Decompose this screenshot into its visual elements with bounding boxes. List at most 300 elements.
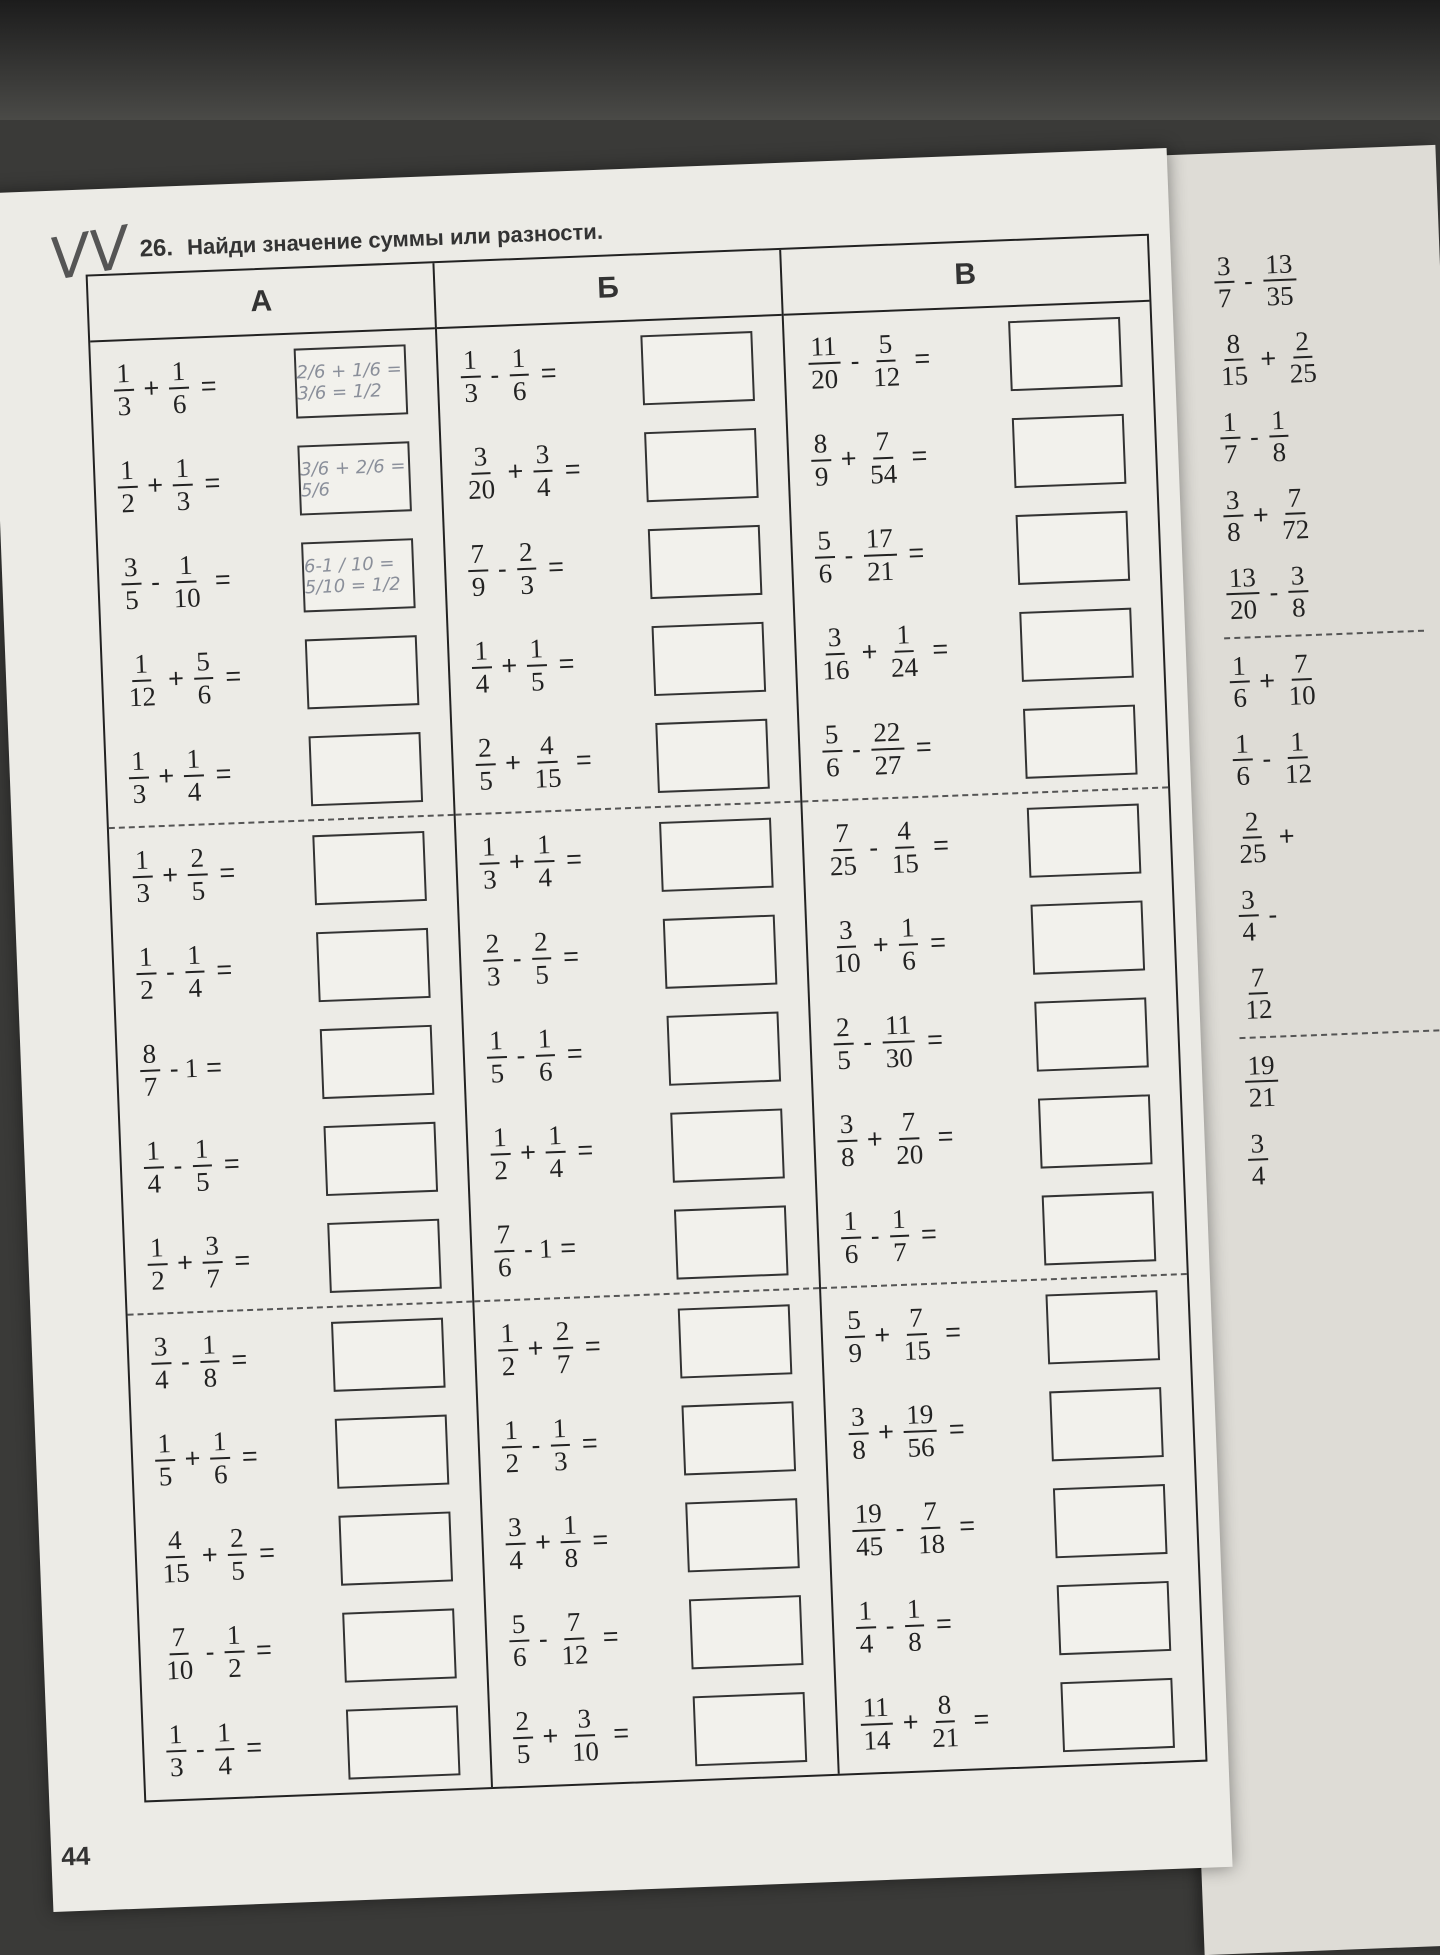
denominator: 25 xyxy=(1238,837,1267,869)
fraction-expression xyxy=(1218,482,1317,546)
equals-sign: = xyxy=(230,1344,248,1375)
numerator: 1 xyxy=(165,1720,186,1752)
answer-box[interactable] xyxy=(681,1401,796,1475)
numerator: 7 xyxy=(906,1303,927,1335)
exercise-row xyxy=(795,593,1164,704)
answer-box[interactable] xyxy=(1060,1677,1175,1751)
numerator: 3 xyxy=(150,1332,171,1364)
equals-sign: = xyxy=(559,1232,577,1264)
fraction xyxy=(903,1400,938,1462)
exercise-row xyxy=(825,1372,1194,1483)
numerator: 1 xyxy=(471,636,492,668)
fraction-expression xyxy=(508,1703,630,1768)
exercise-row xyxy=(135,1496,483,1606)
answer-box[interactable] xyxy=(693,1692,808,1766)
equals-sign: = xyxy=(223,1148,241,1179)
numerator: 3 xyxy=(202,1231,223,1263)
denominator: 5 xyxy=(836,1044,852,1075)
fraction xyxy=(531,927,553,988)
denominator: 8 xyxy=(1271,436,1287,468)
operator: + xyxy=(902,1706,920,1738)
denominator: 18 xyxy=(917,1528,946,1560)
numerator: 2 xyxy=(226,1523,247,1555)
numerator: 3 xyxy=(1213,251,1234,283)
numerator: 4 xyxy=(164,1526,185,1558)
answer-box[interactable] xyxy=(648,524,763,598)
exercise-row xyxy=(94,426,442,536)
denominator: 25 xyxy=(1289,357,1318,389)
denominator: 5 xyxy=(516,1738,531,1769)
answer-box[interactable] xyxy=(1038,1094,1153,1168)
answer-box[interactable] xyxy=(1023,704,1138,778)
numerator: 3 xyxy=(574,1704,595,1736)
denominator: 9 xyxy=(814,460,829,492)
denominator: 20 xyxy=(810,363,839,395)
numerator: 11 xyxy=(807,332,840,365)
page-number: 44 xyxy=(60,1840,91,1872)
answer-box[interactable]: 2/6 + 1/6 = 3/6 = 1/2 xyxy=(294,344,409,418)
answer-box[interactable] xyxy=(320,1024,435,1098)
exercise-row xyxy=(832,1566,1201,1677)
exercise-row xyxy=(131,1399,479,1509)
answer-box[interactable] xyxy=(674,1205,789,1279)
denominator: 9 xyxy=(471,570,486,602)
numerator: 1 xyxy=(526,634,547,666)
answer-box[interactable] xyxy=(1034,997,1149,1071)
fraction xyxy=(1238,885,1260,946)
fraction-expression xyxy=(500,1510,609,1575)
fraction xyxy=(526,634,548,695)
denominator: 6 xyxy=(1232,682,1248,714)
equals-sign: = xyxy=(562,941,580,972)
denominator: 30 xyxy=(885,1041,914,1073)
numerator: 7 xyxy=(1247,963,1268,995)
numerator: 1 xyxy=(168,357,189,389)
equals-sign: = xyxy=(566,1038,584,1069)
denominator: 20 xyxy=(895,1138,924,1170)
fraction-expression xyxy=(471,730,593,795)
answer-box[interactable]: 6-1 / 10 = 5/10 = 1/2 xyxy=(301,538,416,612)
denominator: 2 xyxy=(150,1264,166,1296)
numerator: 7 xyxy=(920,1497,941,1529)
fraction-expression xyxy=(486,1120,595,1185)
denominator: 10 xyxy=(1288,679,1317,711)
operator: + xyxy=(142,372,160,404)
operator: - xyxy=(180,1346,191,1377)
operator: - xyxy=(862,1026,873,1058)
fraction xyxy=(501,1416,523,1477)
operator: + xyxy=(1252,499,1270,530)
answer-box[interactable] xyxy=(1057,1580,1172,1654)
fraction xyxy=(1216,329,1251,391)
numerator: 1 xyxy=(184,941,205,973)
operator: + xyxy=(534,1526,552,1558)
numerator: 3 xyxy=(532,440,553,472)
fraction-expression xyxy=(124,744,233,809)
exercise-row xyxy=(791,496,1160,607)
answer-box[interactable]: 3/6 + 2/6 = 5/6 xyxy=(297,441,412,515)
fraction xyxy=(870,718,905,780)
fraction-expression xyxy=(836,1204,938,1268)
numerator: 7 xyxy=(832,819,853,851)
workbook-page xyxy=(0,148,1233,1912)
operator: + xyxy=(506,455,524,487)
fraction xyxy=(1287,561,1309,622)
fraction-expression xyxy=(146,1329,248,1393)
fraction-expression xyxy=(1212,326,1324,391)
equals-sign: = xyxy=(907,537,925,569)
equals-sign: = xyxy=(200,370,218,402)
answer-box[interactable] xyxy=(1030,900,1145,974)
answer-box[interactable] xyxy=(685,1498,800,1572)
fraction xyxy=(202,1231,224,1292)
answer-box[interactable] xyxy=(666,1011,781,1085)
fraction xyxy=(475,733,497,794)
numerator: 2 xyxy=(516,538,537,570)
operator: - xyxy=(169,1053,180,1084)
equals-sign: = xyxy=(944,1316,962,1348)
answer-box[interactable] xyxy=(1045,1290,1160,1364)
answer-box[interactable] xyxy=(316,927,431,1001)
operator: + xyxy=(877,1416,895,1447)
exercise-row xyxy=(143,1690,491,1800)
denominator: 10 xyxy=(571,1735,600,1767)
fraction xyxy=(927,1690,962,1752)
fraction-expression xyxy=(482,1023,584,1087)
fraction xyxy=(848,1403,870,1464)
fraction xyxy=(1232,729,1254,790)
answer-box[interactable] xyxy=(327,1218,442,1292)
equals-sign: = xyxy=(972,1703,990,1735)
fraction-expression xyxy=(847,1496,976,1562)
fraction xyxy=(881,1010,916,1072)
answer-box[interactable] xyxy=(335,1414,450,1488)
numerator: 1 xyxy=(840,1207,861,1239)
denominator: 2 xyxy=(139,974,155,1005)
fraction xyxy=(493,1220,515,1281)
operator: - xyxy=(530,1429,541,1461)
answer-box[interactable] xyxy=(670,1108,785,1182)
denominator: 6 xyxy=(818,557,833,589)
fraction-expression xyxy=(1243,1129,1273,1191)
fraction-expression xyxy=(463,537,565,601)
fraction-expression xyxy=(840,1302,962,1367)
fraction xyxy=(497,1319,519,1380)
exercise-row xyxy=(113,913,461,1023)
fraction xyxy=(899,1303,934,1365)
denominator: 6 xyxy=(213,1458,229,1490)
denominator: 3 xyxy=(131,778,147,809)
numerator: 7 xyxy=(872,427,893,459)
denominator: 3 xyxy=(553,1445,569,1476)
fraction-expression xyxy=(459,439,581,504)
exercise-row xyxy=(821,1275,1190,1386)
numerator: 1 xyxy=(486,1026,507,1058)
fraction xyxy=(557,1607,592,1669)
fraction xyxy=(1285,326,1320,388)
denominator: 5 xyxy=(191,874,206,906)
denominator: 5 xyxy=(530,665,545,697)
numerator: 2 xyxy=(1241,807,1262,839)
fraction xyxy=(146,1233,168,1294)
operator: + xyxy=(873,1319,891,1351)
answer-box[interactable] xyxy=(331,1317,446,1391)
equals-sign: = xyxy=(931,633,949,665)
operator: + xyxy=(872,929,890,960)
numerator: 3 xyxy=(120,553,141,585)
fraction xyxy=(135,943,157,1004)
operator: + xyxy=(500,650,518,681)
right-page-row xyxy=(1209,236,1412,322)
numerator: 17 xyxy=(862,524,896,557)
denominator: 7 xyxy=(1223,438,1239,470)
task-number: 26. xyxy=(139,234,174,263)
exercise-group xyxy=(109,814,472,1314)
whole-number: 1 xyxy=(538,1233,553,1264)
numerator: 1 xyxy=(131,650,152,682)
fraction-expression xyxy=(120,646,242,711)
fraction xyxy=(214,1718,236,1779)
exercise-row xyxy=(489,1677,837,1787)
denominator: 45 xyxy=(855,1530,884,1562)
operator: + xyxy=(201,1539,219,1571)
numerator: 2 xyxy=(482,929,503,961)
exercise-row xyxy=(98,523,446,633)
answer-box[interactable] xyxy=(1019,607,1134,681)
column-header: В xyxy=(781,236,1149,316)
operator: + xyxy=(1258,664,1276,696)
operator: - xyxy=(851,734,862,765)
fraction xyxy=(209,1427,231,1488)
numerator: 1 xyxy=(497,1319,518,1351)
denominator: 5 xyxy=(195,1165,211,1197)
numerator: 8 xyxy=(934,1690,955,1722)
equals-sign: = xyxy=(937,1120,954,1152)
numerator: 3 xyxy=(836,1110,857,1142)
equals-sign: = xyxy=(258,1537,276,1568)
denominator: 12 xyxy=(1284,758,1313,790)
fraction-expression xyxy=(806,426,928,491)
fraction xyxy=(154,1429,176,1490)
equals-sign: = xyxy=(913,343,931,374)
numerator: 1 xyxy=(199,1330,220,1362)
denominator: 6 xyxy=(844,1238,859,1269)
answer-box[interactable] xyxy=(1053,1484,1168,1558)
fraction-expression xyxy=(851,1593,953,1657)
exercise-row xyxy=(474,1289,822,1399)
answer-box[interactable] xyxy=(305,635,420,709)
answer-box[interactable] xyxy=(346,1705,461,1779)
fraction xyxy=(165,1720,187,1781)
fraction xyxy=(1222,485,1244,546)
numerator: 2 xyxy=(833,1013,854,1045)
answer-box[interactable] xyxy=(323,1121,438,1195)
exercise-row xyxy=(128,1302,476,1412)
operator: - xyxy=(849,345,861,377)
numerator: 1 xyxy=(154,1429,175,1461)
fraction xyxy=(191,1135,213,1196)
exercise-row xyxy=(802,788,1171,899)
numerator: 3 xyxy=(1222,485,1243,517)
denominator: 4 xyxy=(1241,916,1257,947)
fraction xyxy=(821,720,843,781)
numerator: 7 xyxy=(493,1220,514,1252)
numerator: 8 xyxy=(810,429,831,461)
denominator: 6 xyxy=(497,1251,513,1282)
exercise-row xyxy=(116,1010,464,1120)
equals-sign: = xyxy=(581,1427,599,1459)
answer-box[interactable] xyxy=(689,1595,804,1669)
exercise-row xyxy=(139,1593,487,1703)
fraction-expression xyxy=(478,926,580,990)
answer-box[interactable] xyxy=(1016,510,1131,584)
fraction xyxy=(508,344,530,405)
numerator: 8 xyxy=(139,1039,160,1071)
fraction xyxy=(549,1414,571,1475)
exercise-row xyxy=(486,1580,834,1690)
answer-box[interactable] xyxy=(644,427,759,501)
exercise-group xyxy=(784,302,1168,801)
answer-box[interactable] xyxy=(312,830,427,904)
numerator: 8 xyxy=(1223,329,1244,361)
answer-box[interactable] xyxy=(1012,413,1127,487)
answer-box[interactable] xyxy=(678,1304,793,1378)
fraction-expression xyxy=(802,328,931,394)
denominator: 15 xyxy=(161,1557,191,1589)
answer-box[interactable] xyxy=(663,914,778,988)
fraction xyxy=(1219,407,1241,468)
fraction-expression xyxy=(116,549,232,614)
fraction-expression xyxy=(855,1689,991,1755)
fraction xyxy=(844,1306,866,1367)
numerator: 3 xyxy=(836,916,857,948)
answer-box[interactable] xyxy=(1049,1387,1164,1461)
denominator: 4 xyxy=(536,471,551,502)
denominator: 8 xyxy=(563,1542,579,1573)
operator: + xyxy=(861,636,879,668)
denominator: 6 xyxy=(197,678,212,710)
equals-sign: = xyxy=(935,1608,953,1639)
operator: + xyxy=(176,1247,194,1278)
denominator: 3 xyxy=(519,569,535,600)
operator: + xyxy=(840,443,858,474)
equals-sign: = xyxy=(205,1051,223,1083)
denominator: 4 xyxy=(154,1363,170,1395)
fraction-expression xyxy=(142,1230,251,1295)
numerator: 19 xyxy=(903,1400,937,1433)
exercise-group xyxy=(474,1287,837,1787)
denominator: 24 xyxy=(890,651,919,683)
operator: - xyxy=(1243,265,1254,296)
equals-sign: = xyxy=(233,1244,251,1276)
numerator: 1 xyxy=(903,1595,924,1627)
denominator: 8 xyxy=(202,1361,218,1393)
exercise-row xyxy=(105,717,453,827)
denominator: 4 xyxy=(146,1167,162,1199)
answer-box[interactable] xyxy=(640,331,755,405)
exercise-group xyxy=(437,316,800,814)
exercise-row xyxy=(817,1176,1186,1287)
answer-box[interactable] xyxy=(1042,1191,1157,1265)
answer-box[interactable] xyxy=(659,817,774,891)
operator: - xyxy=(1261,743,1272,774)
numerator: 1 xyxy=(183,745,204,777)
denominator: 2 xyxy=(227,1652,243,1683)
column-b xyxy=(434,250,839,1787)
exercise-row xyxy=(437,316,785,426)
answer-box[interactable] xyxy=(655,718,770,792)
exercise-row xyxy=(471,1190,819,1300)
fraction-expression xyxy=(821,815,950,881)
denominator: 15 xyxy=(533,762,563,794)
answer-box[interactable] xyxy=(1008,316,1123,390)
fraction xyxy=(1213,251,1235,312)
denominator: 4 xyxy=(475,667,490,699)
denominator: 8 xyxy=(1226,516,1242,548)
fraction xyxy=(913,1497,948,1559)
answer-box[interactable] xyxy=(338,1511,453,1585)
exercise-row xyxy=(829,1469,1198,1580)
fraction xyxy=(814,526,836,587)
numerator: 3 xyxy=(1287,561,1308,593)
numerator: 7 xyxy=(168,1623,189,1655)
fraction xyxy=(1241,962,1276,1024)
denominator: 3 xyxy=(117,390,132,421)
denominator: 20 xyxy=(1229,594,1258,626)
fraction-expression xyxy=(844,1399,966,1464)
fraction-expression xyxy=(474,829,583,894)
denominator: 4 xyxy=(859,1627,874,1659)
exercise-row xyxy=(109,816,457,926)
answer-box[interactable] xyxy=(342,1608,457,1682)
fraction-expression xyxy=(1240,1050,1283,1112)
numerator: 1 xyxy=(1219,407,1240,439)
denominator: 7 xyxy=(556,1348,572,1379)
numerator: 2 xyxy=(187,844,208,876)
answer-box[interactable] xyxy=(1027,803,1142,877)
equals-sign: = xyxy=(565,843,583,875)
exercise-row xyxy=(444,510,792,620)
whole-number: 1 xyxy=(184,1052,199,1084)
answer-box[interactable] xyxy=(308,732,423,806)
equals-sign: = xyxy=(245,1731,263,1763)
numerator: 3 xyxy=(470,442,491,474)
fraction xyxy=(903,1595,925,1656)
fraction-expression xyxy=(497,1413,599,1477)
fraction-expression xyxy=(157,1620,273,1685)
equals-sign: = xyxy=(915,731,933,763)
fraction xyxy=(117,456,139,517)
numerator: 1 xyxy=(1229,651,1250,683)
denominator: 21 xyxy=(931,1721,960,1753)
operator: - xyxy=(894,1513,905,1544)
equals-sign: = xyxy=(224,660,242,692)
fraction xyxy=(859,1693,894,1755)
numerator: 5 xyxy=(193,647,214,679)
denominator: 8 xyxy=(840,1141,856,1172)
operator: - xyxy=(172,1150,183,1181)
equals-sign: = xyxy=(255,1634,273,1666)
operator: - xyxy=(1249,421,1260,452)
equals-sign: = xyxy=(920,1218,938,1250)
denominator: 8 xyxy=(1291,592,1307,623)
denominator: 5 xyxy=(158,1460,173,1492)
equals-sign: = xyxy=(241,1440,259,1472)
exercise-row xyxy=(836,1663,1205,1774)
answer-box[interactable] xyxy=(652,621,767,695)
denominator: 6 xyxy=(825,751,841,783)
fraction xyxy=(898,913,920,974)
